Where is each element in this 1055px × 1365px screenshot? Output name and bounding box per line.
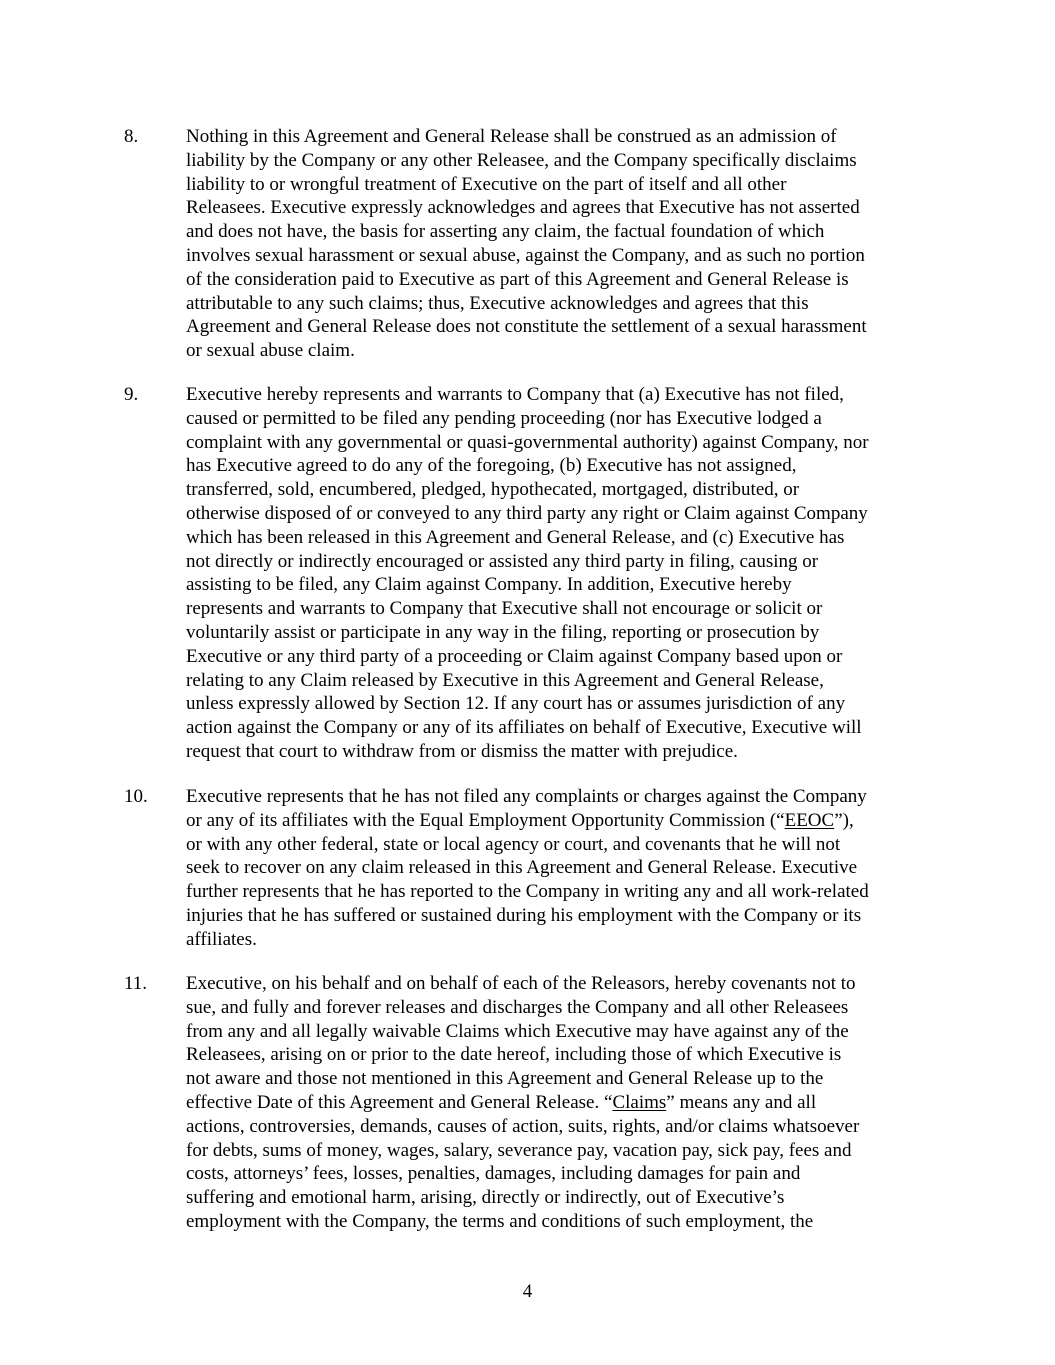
text-line: has Executive agreed to do any of the foregoing, (b) Executive has not assigned,	[186, 455, 797, 477]
text-line: seek to recover on any claim released in this Agreement and General Release. Executive	[186, 857, 858, 879]
text-line: not aware and those not mentioned in this Agreement and General Release up to the	[186, 1068, 824, 1090]
text-line: sue, and fully and forever releases and discharges the Company and all other Releasees	[186, 996, 849, 1018]
defined-term-eeoc: EEOC	[784, 809, 835, 831]
clause-number: 10.	[124, 786, 148, 807]
text-line: employment with the Company, the terms and conditions of such employment, the	[186, 1210, 814, 1232]
text-line	[186, 1091, 939, 1115]
clause-number: 9.	[124, 384, 139, 405]
text-line: represents and warrants to Company that Executive shall not encourage or solicit or	[186, 598, 823, 620]
text-line: liability by the Company or any other Releasee, and the Company specifically disclaims	[186, 149, 857, 171]
clause-text	[186, 125, 939, 363]
clause-number: 8.	[124, 126, 139, 147]
text-line: further represents that he has reported to the Company in writing any and all work-related	[186, 881, 869, 903]
clause-text	[186, 785, 939, 952]
text-line: action against the Company or any of its affiliates on behalf of Executive, Executive will	[186, 717, 862, 739]
text-line: transferred, sold, encumbered, pledged, hypothecated, mortgaged, distributed, or	[186, 479, 800, 501]
text-line: complaint with any governmental or quasi-governmental authority) against Company, nor	[186, 431, 869, 453]
text-line: Executive hereby represents and warrants to Company that (a) Executive has not filed,	[186, 384, 844, 405]
text-line: liability to or wrongful treatment of Executive on the part of itself and all other	[186, 173, 787, 195]
text-line: involves sexual harassment or sexual abuse, against the Company, and as such no portion	[186, 244, 865, 266]
text-line: or with any other federal, state or local agency or court, and covenants that he will not	[186, 833, 841, 855]
text-line: and does not have, the basis for asserting any claim, the factual foundation of which	[186, 221, 825, 243]
text-line: not directly or indirectly encouraged or assisted any third party in filing, causing or	[186, 550, 819, 572]
text-line: actions, controversies, demands, causes of action, suits, rights, and/or claims whatsoever	[186, 1115, 860, 1137]
text-line: Executive, on his behalf and on behalf of each of the Releasors, hereby covenants not to	[186, 973, 856, 994]
text-line: Executive or any third party of a proceeding or Claim against Company based upon or	[186, 645, 843, 667]
text-line: unless expressly allowed by Section 12. If any court has or assumes jurisdiction of any	[186, 693, 846, 715]
text-line: Releasees, arising on or prior to the date hereof, including those of which Executive is	[186, 1044, 842, 1066]
text-fragment: ” means any and all	[666, 1091, 817, 1113]
text-fragment: or any of its affiliates with the Equal Employment Opportunity Commission (“	[186, 809, 785, 831]
defined-term-claims: Claims	[612, 1091, 667, 1113]
text-line: which has been released in this Agreement and General Release, and (c) Executive has	[186, 526, 845, 548]
text-line: suffering and emotional harm, arising, directly or indirectly, out of Executive’s	[186, 1187, 785, 1209]
text-line: Agreement and General Release does not constitute the settlement of a sexual harassment	[186, 316, 867, 338]
text-line: from any and all legally waivable Claims which Executive may have against any of the	[186, 1020, 849, 1042]
text-line: affiliates.	[186, 928, 257, 950]
clause-9	[124, 383, 939, 764]
text-line: voluntarily assist or participate in any way in the filing, reporting or prosecution by	[186, 621, 820, 643]
text-line: costs, attorneys’ fees, losses, penalties, damages, including damages for pain and	[186, 1163, 801, 1185]
clause-text	[186, 972, 939, 1234]
text-line: attributable to any such claims; thus, Executive acknowledges and agrees that this	[186, 292, 809, 314]
clause-8	[124, 125, 939, 363]
text-line: Nothing in this Agreement and General Release shall be construed as an admission of	[186, 126, 837, 147]
text-line	[186, 809, 939, 833]
text-line: Releasees. Executive expressly acknowledges and agrees that Executive has not asserted	[186, 197, 860, 219]
text-fragment: ”),	[834, 809, 854, 831]
text-line: or sexual abuse claim.	[186, 340, 355, 362]
text-line: request that court to withdraw from or dismiss the matter with prejudice.	[186, 740, 738, 762]
text-line: caused or permitted to be filed any pending proceeding (nor has Executive lodged a	[186, 407, 822, 429]
text-line: Executive represents that he has not filed any complaints or charges against the Company	[186, 786, 867, 807]
text-line: relating to any Claim released by Executive in this Agreement and General Release,	[186, 669, 824, 691]
text-line: otherwise disposed of or conveyed to any third party any right or Claim against Company	[186, 502, 868, 524]
text-line: of the consideration paid to Executive as part of this Agreement and General Release is	[186, 268, 849, 290]
text-line: assisting to be filed, any Claim against Company. In addition, Executive hereby	[186, 574, 792, 596]
clause-text	[186, 383, 939, 764]
text-line: injuries that he has suffered or sustained during his employment with the Company or its	[186, 904, 862, 926]
clause-10	[124, 785, 939, 952]
clause-11	[124, 972, 939, 1234]
clause-number: 11.	[124, 973, 148, 994]
text-fragment: effective Date of this Agreement and General Release. “	[186, 1091, 613, 1113]
text-line: for debts, sums of money, wages, salary, severance pay, vacation pay, sick pay, fees and	[186, 1139, 852, 1161]
page-number: 4	[522, 1281, 533, 1302]
